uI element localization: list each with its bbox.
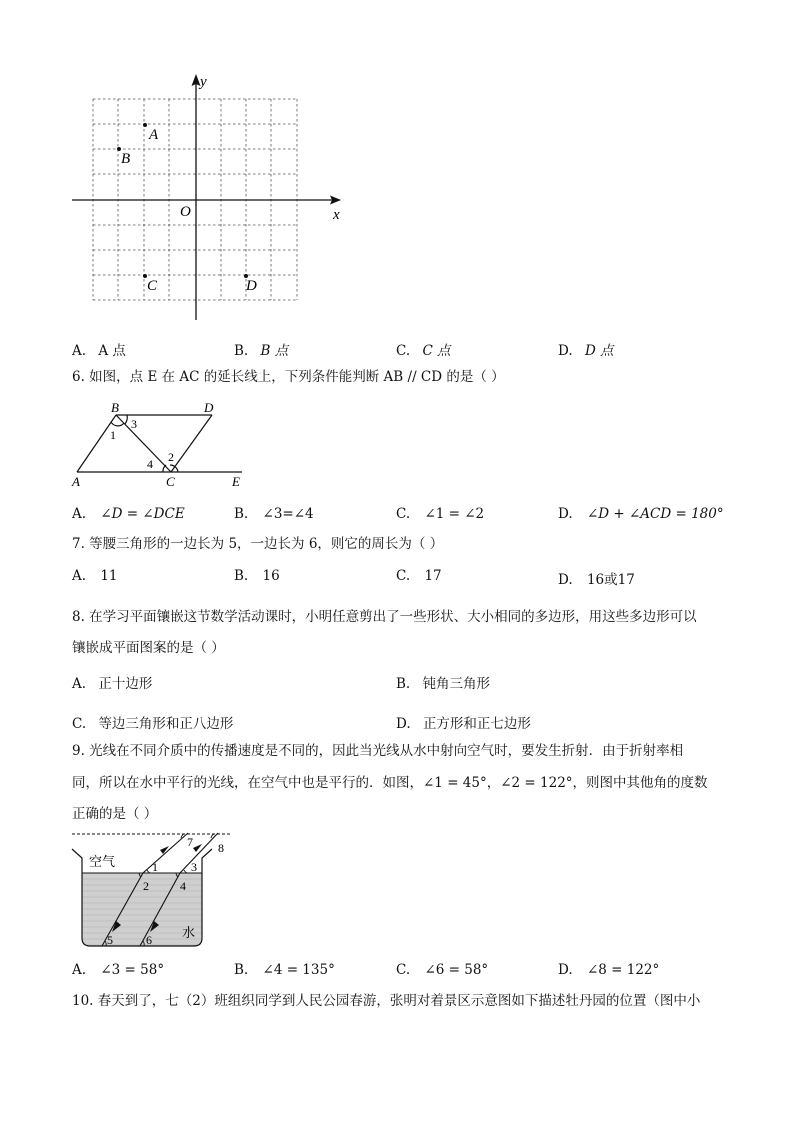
q7-option-d[interactable] — [558, 568, 635, 588]
q9-option-d-text: ∠8 = 122° — [586, 962, 660, 978]
q6-option-a-text: ∠D = ∠DCE — [100, 506, 185, 522]
q9-angle-6: 6 — [146, 933, 152, 947]
q6-option-d-text: ∠D + ∠ACD = 180° — [586, 506, 724, 522]
q8-text-line1: 8. 在学习平面镶嵌这节数学活动课时，小明任意剪出了一些形状、大小相同的多边形，用这些多边形可以 — [72, 609, 697, 625]
q9-option-d-letter: D. — [558, 962, 573, 978]
q9-angle-3: 3 — [191, 860, 197, 874]
q6-option-a[interactable] — [72, 506, 185, 522]
q6-text: 6. 如图，点 E 在 AC 的延长线上，下列条件能判断 AB // CD 的是（ ） — [72, 369, 505, 385]
point-d-label: D — [246, 278, 257, 294]
point-b-label: B — [121, 151, 131, 167]
q5-option-d-text: D 点 — [584, 343, 614, 359]
q9-text-line1: 9. 光线在不同介质中的传播速度是不同的，因此当光线从水中射向空气时，要发生折射．由于折射率相 — [72, 743, 684, 759]
q6-label-1: 1 — [110, 428, 116, 442]
q8-option-a-text: 正十边形 — [98, 676, 153, 692]
q7-option-c[interactable] — [396, 568, 442, 584]
q9-angle-4: 4 — [180, 879, 186, 893]
q7-option-d-text: 16或17 — [586, 572, 635, 588]
q8-option-c-letter: C. — [72, 716, 87, 732]
q7-option-d-letter: D. — [558, 572, 573, 588]
q5-option-c-letter: C. — [396, 343, 411, 359]
point-c-label: C — [147, 278, 158, 294]
q6-option-b-letter: B. — [234, 506, 249, 522]
q8-option-b-letter: B. — [396, 676, 411, 692]
q9-option-c-letter: C. — [396, 962, 411, 978]
point-a-label: A — [149, 127, 159, 143]
q9-option-b-letter: B. — [234, 962, 249, 978]
q8-text-line2: 镶嵌成平面图案的是（ ） — [72, 640, 225, 656]
q8-option-a[interactable] — [72, 672, 152, 692]
q6-option-a-letter: A. — [72, 506, 87, 522]
q9-option-a-text: ∠3 = 58° — [100, 962, 165, 978]
q8-option-d[interactable] — [396, 712, 531, 732]
q7-option-c-text: 17 — [424, 568, 442, 584]
water-label: 水 — [182, 926, 196, 941]
q6-label-b: B — [111, 400, 119, 415]
q5-option-d-letter: D. — [558, 343, 573, 359]
q8-option-d-letter: D. — [396, 716, 411, 732]
q6-label-c: C — [166, 474, 175, 489]
q9-option-c-text: ∠6 = 58° — [424, 962, 489, 978]
q9-angle-2: 2 — [143, 879, 149, 893]
q7-option-a-text: 11 — [100, 568, 118, 584]
q8-option-c[interactable] — [72, 712, 233, 732]
q9-option-a-letter: A. — [72, 962, 87, 978]
q5-option-c-text: C 点 — [422, 343, 451, 359]
q9-refraction-figure — [66, 828, 240, 952]
q7-option-a-letter: A. — [72, 568, 87, 584]
q9-option-c[interactable] — [396, 962, 488, 978]
q7-option-b-letter: B. — [234, 568, 249, 584]
q9-option-b-text: ∠4 = 135° — [262, 962, 335, 978]
q6-option-c-letter: C. — [396, 506, 411, 522]
coordinate-grid-figure — [66, 70, 356, 330]
q6-option-c-text: ∠1 = ∠2 — [424, 506, 485, 522]
q6-parallelogram-figure — [66, 398, 250, 490]
air-label: 空气 — [89, 855, 116, 870]
q5-option-a-text: A 点 — [98, 343, 126, 359]
q6-option-b-text: ∠3=∠4 — [262, 506, 314, 522]
q6-option-b[interactable] — [234, 506, 314, 522]
q6-label-2: 2 — [168, 450, 174, 464]
x-axis-label: x — [333, 207, 340, 223]
q9-text-line2: 同，所以在水中平行的光线，在空气中也是平行的．如图，∠1 = 45°，∠2 = 122°，则图中其他角的度数 — [72, 775, 708, 791]
q9-option-a[interactable] — [72, 962, 164, 978]
q6-option-d[interactable] — [558, 506, 724, 522]
q5-option-b-text: B 点 — [260, 343, 289, 359]
q9-option-d[interactable] — [558, 962, 659, 978]
q9-angle-7: 7 — [187, 835, 193, 849]
q6-label-a: A — [72, 474, 80, 489]
point-a-dot — [143, 123, 147, 127]
q6-option-d-letter: D. — [558, 506, 573, 522]
q6-label-d: D — [204, 400, 214, 415]
q8-option-b-text: 钝角三角形 — [422, 676, 491, 692]
q8-option-a-letter: A. — [72, 676, 87, 692]
ray1-arrow-air — [160, 846, 169, 854]
origin-label: O — [180, 204, 191, 220]
q5-option-d[interactable] — [558, 339, 614, 359]
y-axis-label: y — [200, 74, 207, 90]
q10-text-line1: 10. 春天到了，七（2）班组织同学到人民公园春游，张明对着景区示意图如下描述牡丹园的位置（图中小 — [72, 993, 701, 1009]
q9-angle-5: 5 — [107, 933, 113, 947]
q7-option-b[interactable] — [234, 568, 280, 584]
q7-option-c-letter: C. — [396, 568, 411, 584]
q5-option-b[interactable] — [234, 339, 288, 359]
q7-text: 7. 等腰三角形的一边长为 5，一边长为 6，则它的周长为（ ） — [72, 536, 444, 552]
q5-option-a[interactable] — [72, 339, 126, 359]
q5-option-a-letter: A. — [72, 343, 87, 359]
q9-angle-1: 1 — [152, 860, 158, 874]
q6-label-e: E — [232, 474, 240, 489]
q7-option-a[interactable] — [72, 568, 118, 584]
q6-option-c[interactable] — [396, 506, 484, 522]
q6-label-4: 4 — [147, 457, 153, 471]
q9-text-line3: 正确的是（ ） — [72, 806, 158, 822]
q5-option-b-letter: B. — [234, 343, 249, 359]
q9-angle-8: 8 — [218, 841, 224, 855]
q9-option-b[interactable] — [234, 962, 335, 978]
q8-option-b[interactable] — [396, 672, 490, 692]
q7-option-b-text: 16 — [262, 568, 280, 584]
q8-option-d-text: 正方形和正七边形 — [422, 716, 531, 732]
q8-option-c-text: 等边三角形和正八边形 — [98, 716, 234, 732]
q5-option-c[interactable] — [396, 339, 451, 359]
q6-label-3: 3 — [131, 417, 137, 431]
